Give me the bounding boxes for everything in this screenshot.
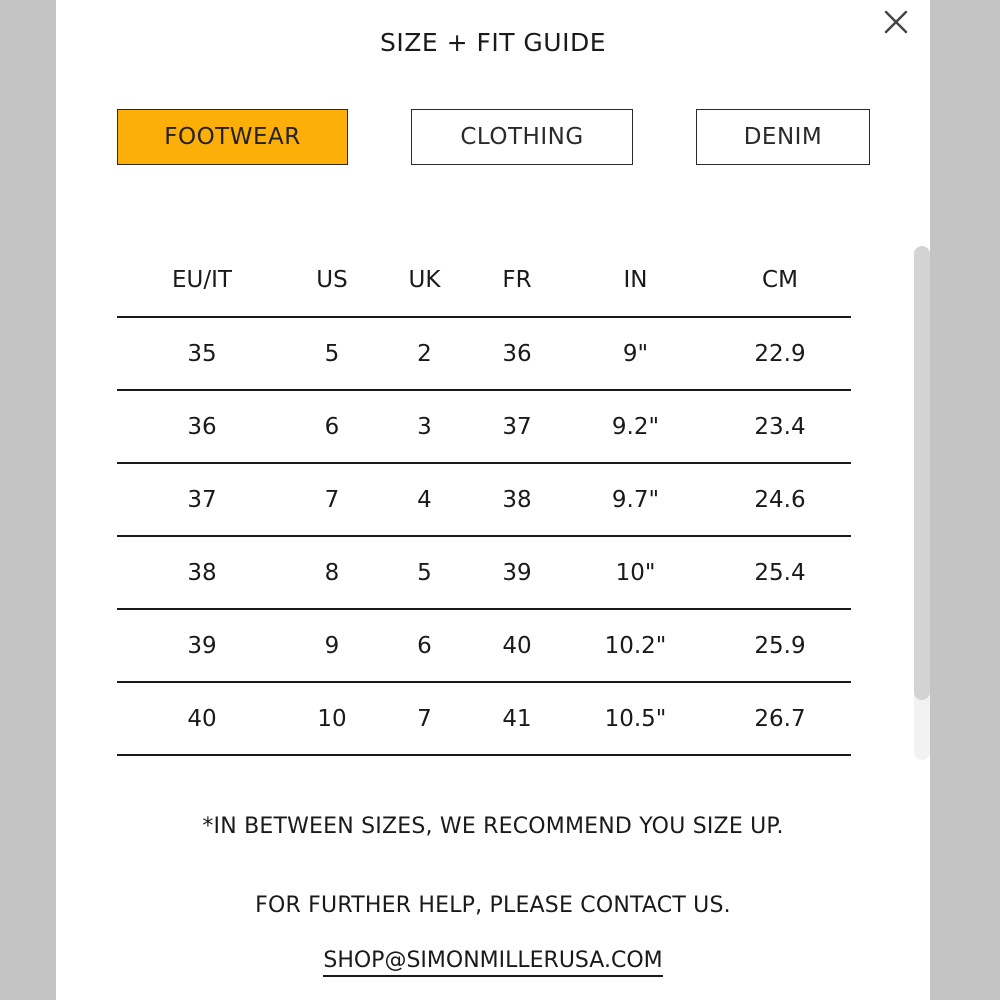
table-row [117,317,851,390]
table-row [117,609,851,682]
table-cell: 6 [377,609,472,682]
table-row [117,390,851,463]
modal-title: SIZE + FIT GUIDE [379,28,607,57]
help-text: FOR FURTHER HELP, PLEASE CONTACT US. [255,893,731,918]
table-row [117,463,851,536]
table-cell: 36 [472,317,562,390]
tab-denim[interactable]: DENIM [696,109,870,165]
close-button[interactable] [882,8,910,36]
column-header-cm: CM [709,243,851,317]
table-row [117,682,851,755]
table-cell: 3 [377,390,472,463]
size-up-note: *IN BETWEEN SIZES, WE RECOMMEND YOU SIZE UP. [202,814,784,839]
table-cell: 25.4 [709,536,851,609]
table-cell: 23.4 [709,390,851,463]
table-cell: 40 [117,682,287,755]
table-cell: 7 [287,463,377,536]
table-cell: 7 [377,682,472,755]
table-cell: 10" [562,536,709,609]
scrollbar-thumb[interactable] [914,246,930,700]
table-cell: 39 [117,609,287,682]
table-cell: 8 [287,536,377,609]
table-cell: 36 [117,390,287,463]
table-cell: 9" [562,317,709,390]
table-cell: 6 [287,390,377,463]
scrollbar-track[interactable] [914,246,930,760]
table-cell: 9.2" [562,390,709,463]
table-cell: 22.9 [709,317,851,390]
table-cell: 40 [472,609,562,682]
tab-footwear[interactable]: FOOTWEAR [117,109,348,165]
table-cell: 9 [287,609,377,682]
close-icon [882,8,910,36]
table-row [117,536,851,609]
contact-email-link[interactable]: SHOP@SIMONMILLERUSA.COM [323,948,662,977]
table-cell: 10.2" [562,609,709,682]
table-cell: 10 [287,682,377,755]
column-header-fr: FR [472,243,562,317]
table-cell: 41 [472,682,562,755]
email-container [56,948,930,973]
tab-clothing[interactable]: CLOTHING [411,109,633,165]
column-header-in: IN [562,243,709,317]
table-header-row [117,243,851,317]
table-cell: 37 [117,463,287,536]
table-cell: 4 [377,463,472,536]
table-cell: 26.7 [709,682,851,755]
table-cell: 39 [472,536,562,609]
table-cell: 25.9 [709,609,851,682]
table-cell: 5 [287,317,377,390]
size-guide-modal [56,0,930,1000]
table-cell: 38 [117,536,287,609]
table-cell: 38 [472,463,562,536]
column-header-uk: UK [377,243,472,317]
table-cell: 9.7" [562,463,709,536]
table-cell: 2 [377,317,472,390]
table-cell: 35 [117,317,287,390]
table-cell: 5 [377,536,472,609]
table-cell: 24.6 [709,463,851,536]
size-table [117,243,851,756]
table-cell: 10.5" [562,682,709,755]
column-header-us: US [287,243,377,317]
column-header-eu-it: EU/IT [117,243,287,317]
table-cell: 37 [472,390,562,463]
